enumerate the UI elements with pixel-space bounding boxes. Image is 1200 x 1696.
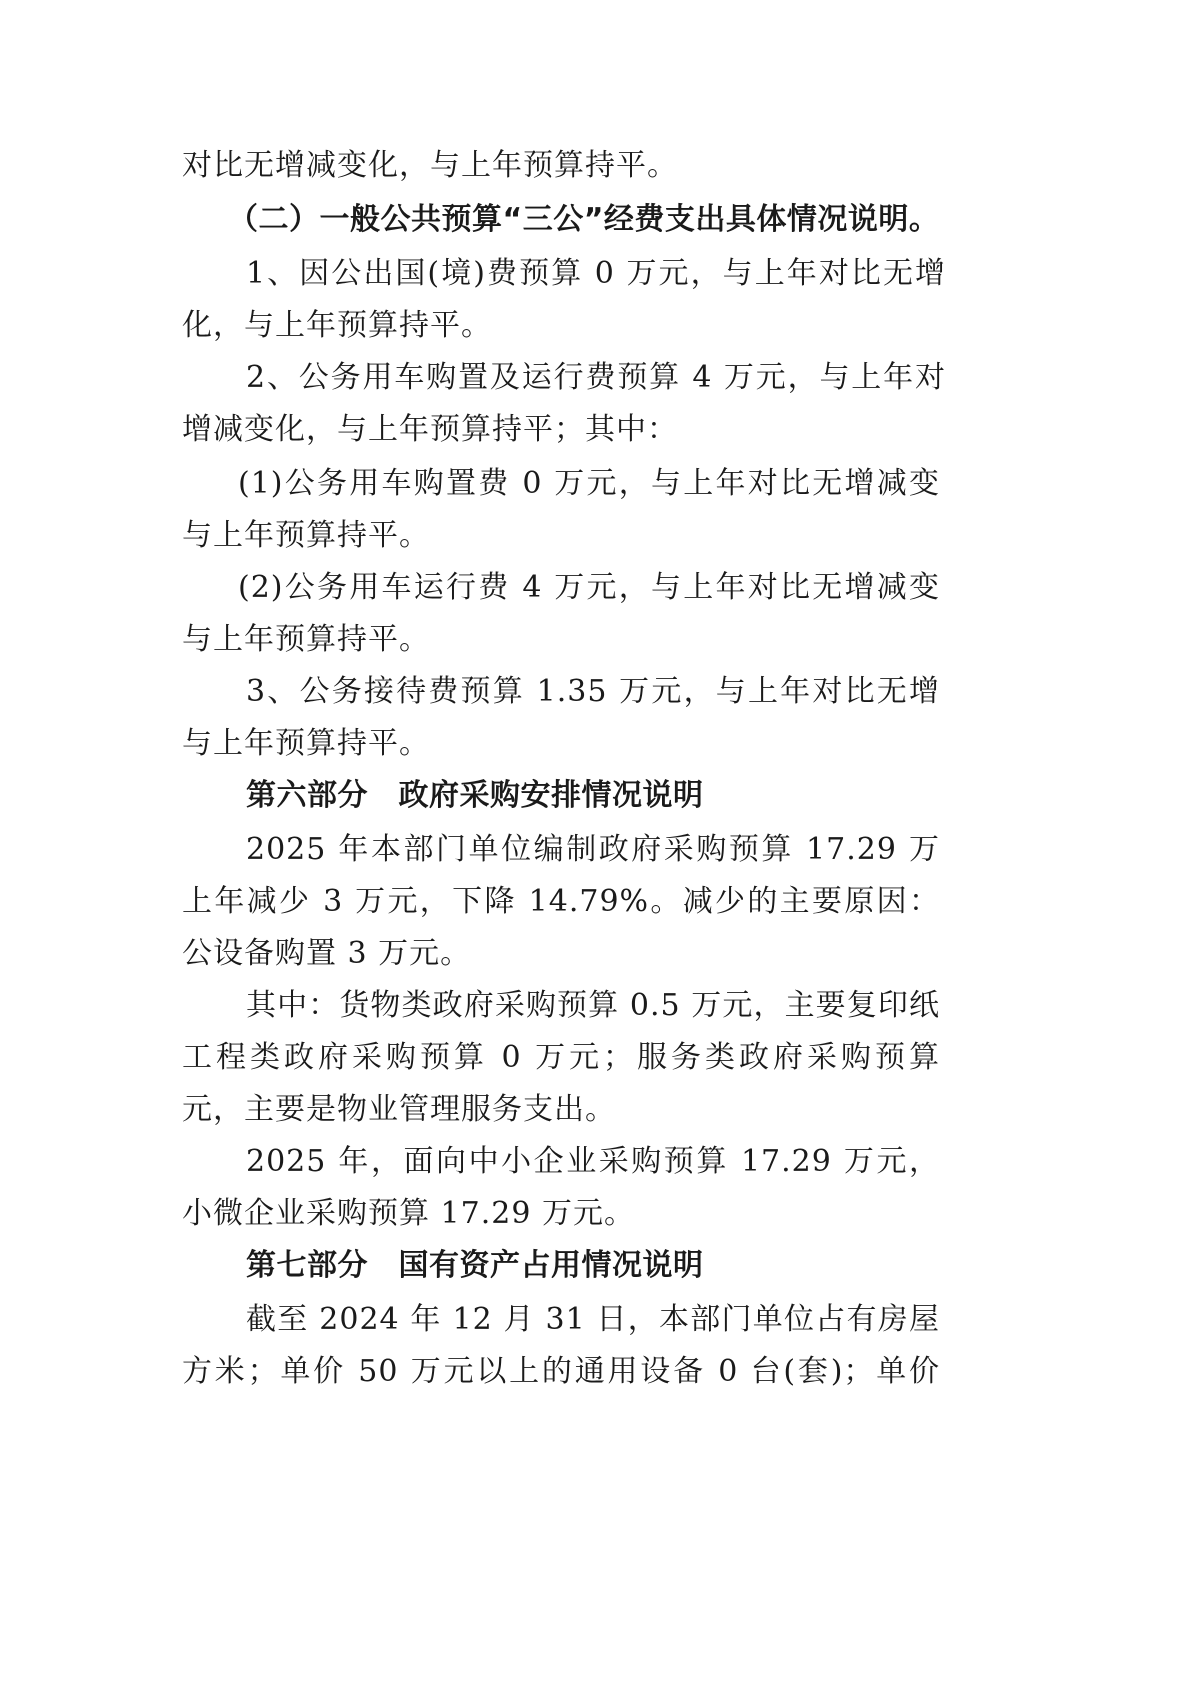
text-line: 2、公务用车购置及运行费预算 4 万元，与上年对 xyxy=(246,360,946,395)
section-heading: 第六部分 政府采购安排情况说明 xyxy=(246,778,704,813)
text-line: 方米；单价 50 万元以上的通用设备 0 台(套)；单价 xyxy=(182,1354,940,1389)
text-line: (1)公务用车购置费 0 万元，与上年对比无增减变 xyxy=(238,466,940,501)
text-line: 工程类政府采购预算 0 万元；服务类政府采购预算 xyxy=(182,1040,940,1075)
section-heading: （二）一般公共预算“三公”经费支出具体情况说明。 xyxy=(228,202,940,237)
text-line: 1、因公出国(境)费预算 0 万元，与上年对比无增 xyxy=(246,256,946,291)
text-line: 增减变化，与上年预算持平；其中： xyxy=(182,412,678,447)
text-line: 2025 年本部门单位编制政府采购预算 17.29 万 xyxy=(246,832,940,867)
text-line: (2)公务用车运行费 4 万元，与上年对比无增减变 xyxy=(238,570,940,605)
text-line: 2025 年，面向中小企业采购预算 17.29 万元， xyxy=(246,1144,940,1179)
text-line: 元，主要是物业管理服务支出。 xyxy=(182,1092,616,1127)
text-line: 与上年预算持平。 xyxy=(182,518,430,553)
text-line: 截至 2024 年 12 月 31 日，本部门单位占有房屋 xyxy=(246,1302,940,1337)
text-line: 与上年预算持平。 xyxy=(182,726,430,761)
text-line: 其中：货物类政府采购预算 0.5 万元，主要复印纸 xyxy=(246,988,940,1023)
text-line: 化，与上年预算持平。 xyxy=(182,308,492,343)
text-line: 3、公务接待费预算 1.35 万元，与上年对比无增 xyxy=(246,674,940,709)
text-line: 小微企业采购预算 17.29 万元。 xyxy=(182,1196,635,1231)
section-heading: 第七部分 国有资产占用情况说明 xyxy=(246,1248,704,1283)
text-line: 上年减少 3 万元，下降 14.79%。减少的主要原因： xyxy=(182,884,940,919)
text-line: 公设备购置 3 万元。 xyxy=(182,936,472,971)
text-line: 对比无增减变化，与上年预算持平。 xyxy=(182,148,678,183)
text-line: 与上年预算持平。 xyxy=(182,622,430,657)
